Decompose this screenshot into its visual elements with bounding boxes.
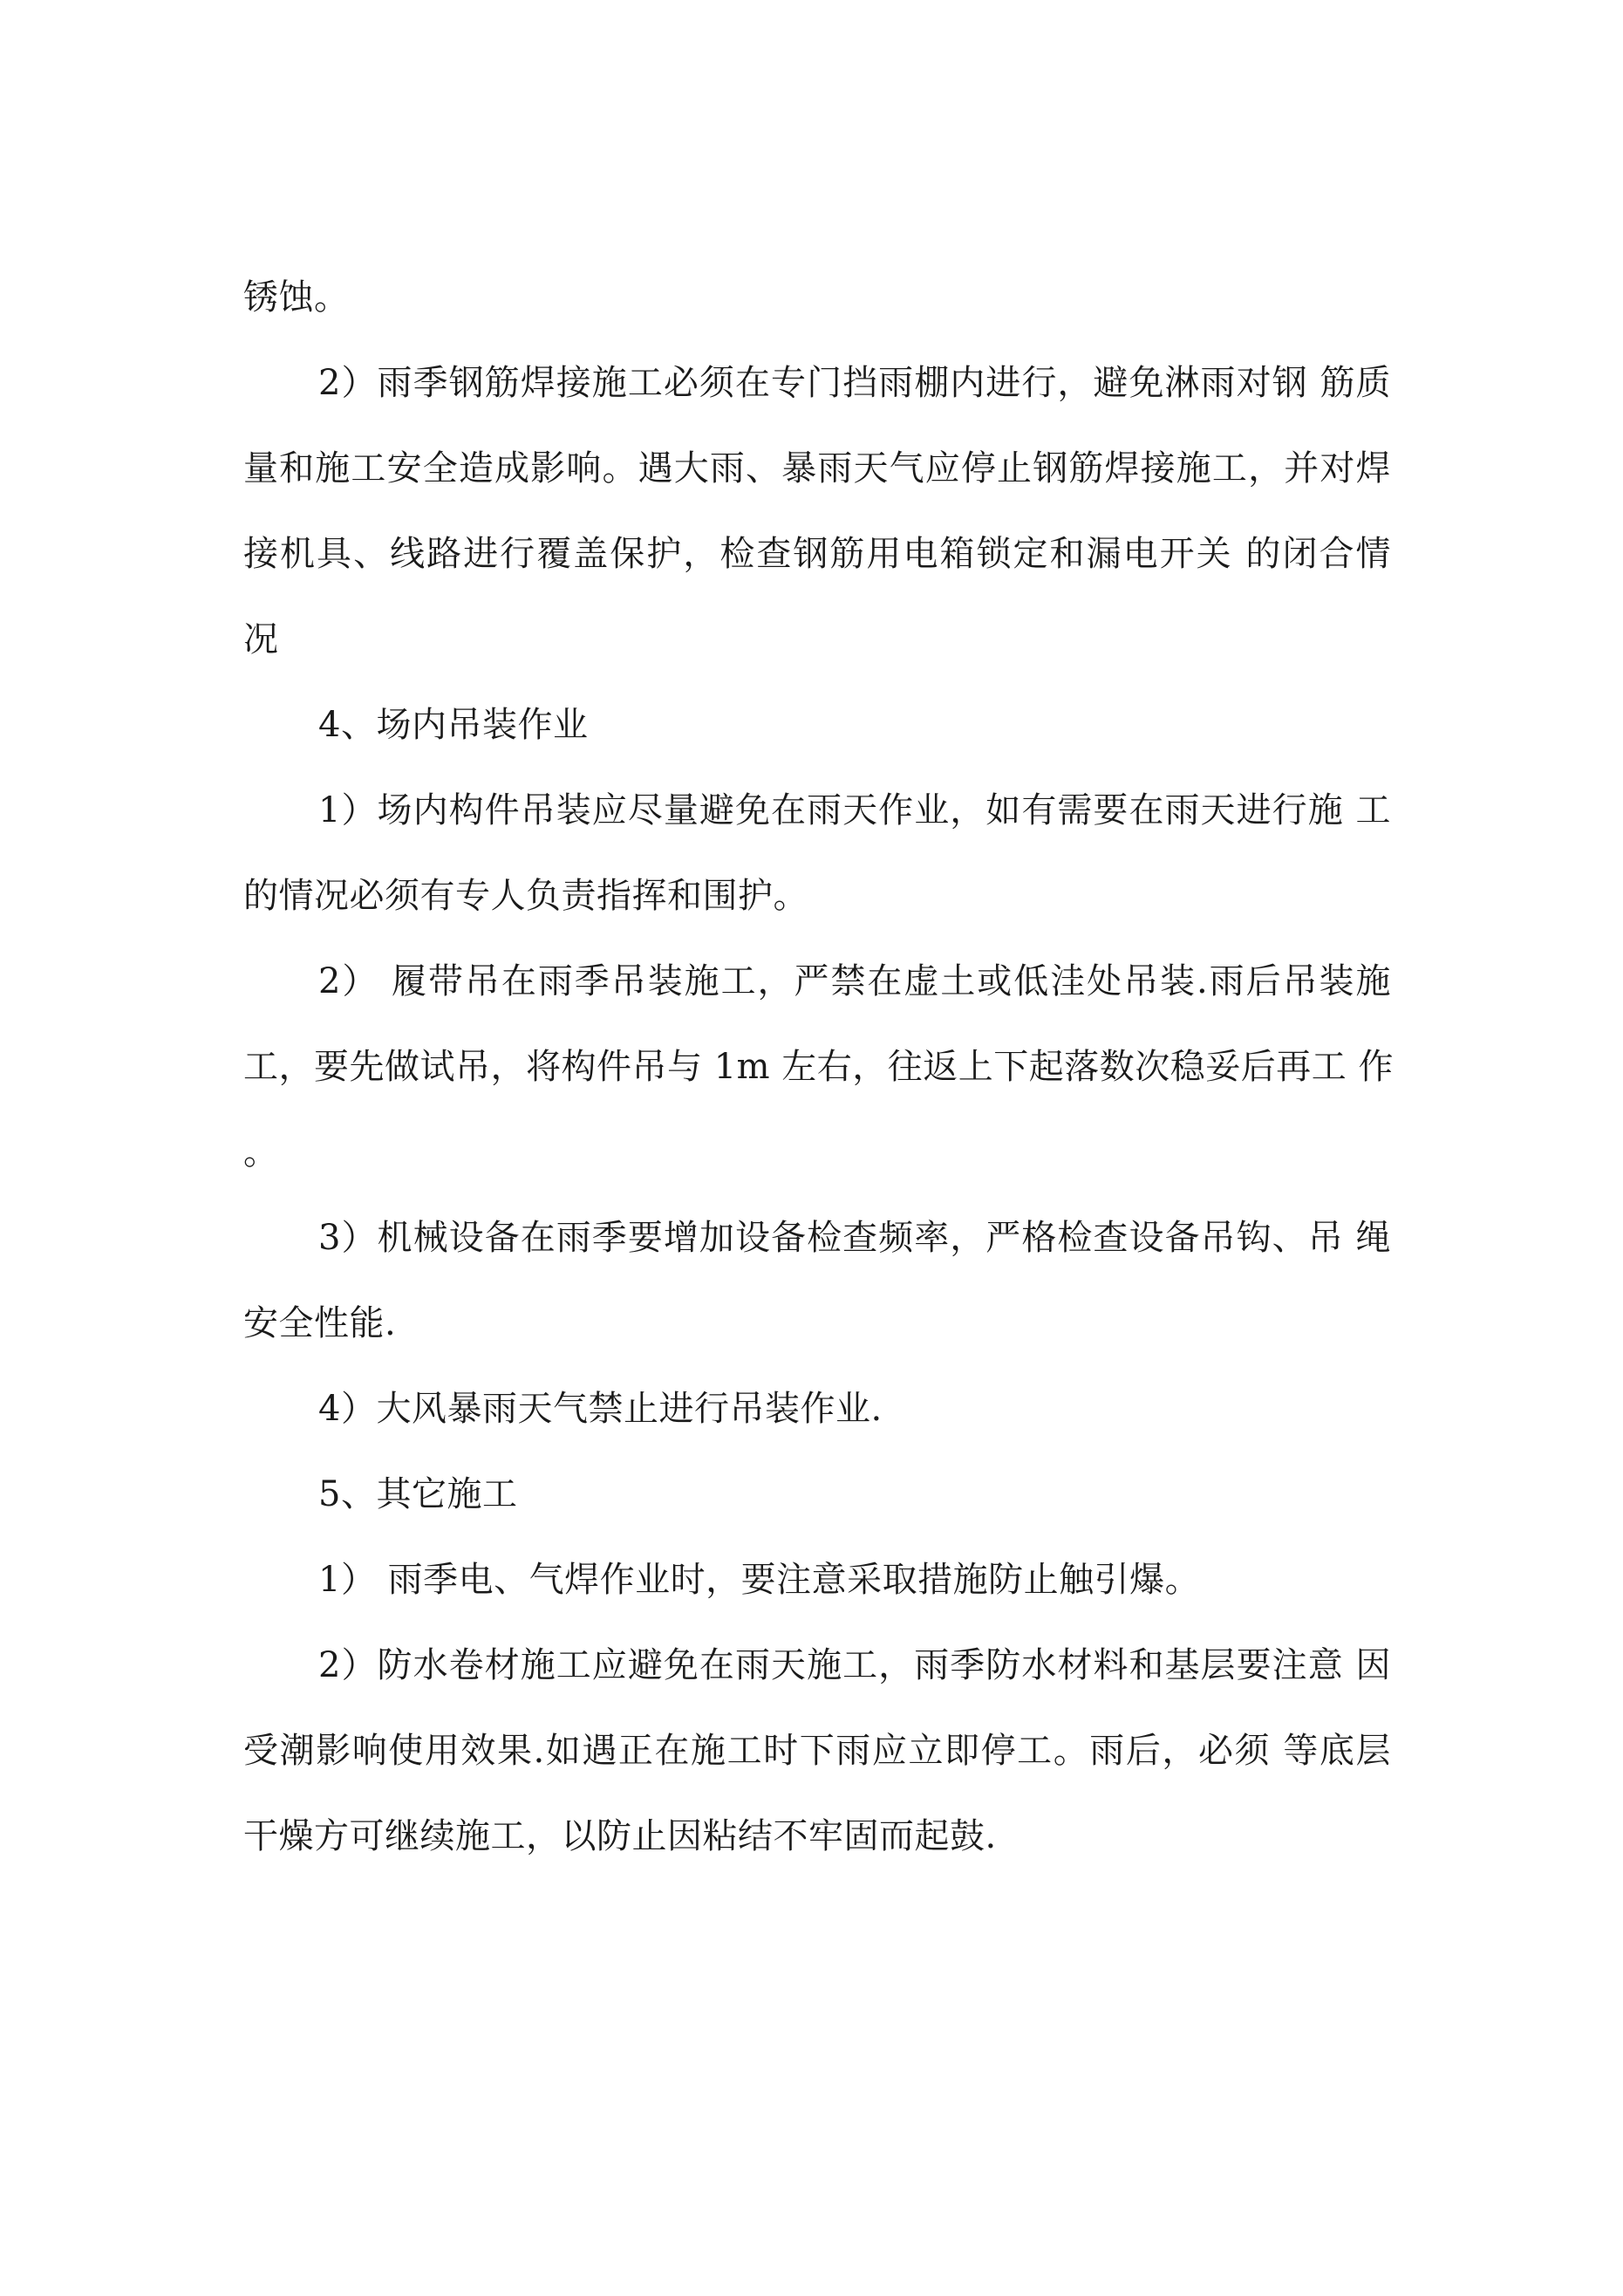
text-line: 接机具、线路进行覆盖保护，检查钢筋用电箱锁定和漏电开关 的闭合情	[243, 534, 1391, 574]
text-line: 2） 履带吊在雨季吊装施工，严禁在虚土或低洼处吊装.雨后吊装施	[318, 961, 1391, 1001]
text-line: 量和施工安全造成影响。遇大雨、暴雨天气应停止钢筋焊接施工，并对焊	[243, 448, 1391, 489]
text-line: 1） 雨季电、气焊作业时，要注意采取措施防止触引爆。	[318, 1560, 1201, 1600]
text-line: 2）雨季钢筋焊接施工必须在专门挡雨棚内进行，避免淋雨对钢 筋质	[318, 363, 1391, 403]
text-line: 4、场内吊装作业	[318, 705, 589, 745]
text-line: 的情况必须有专人负责指挥和围护。	[243, 876, 808, 916]
text-line: 锈蚀。	[243, 277, 350, 318]
text-line: 。	[243, 1132, 279, 1172]
text-line: 工，要先做试吊，将构件吊与 1m 左右，往返上下起落数次稳妥后再工 作	[243, 1047, 1395, 1087]
text-line: 5、其它施工	[318, 1474, 518, 1514]
text-line: 2）防水卷材施工应避免在雨天施工，雨季防水材料和基层要注意 因	[318, 1645, 1391, 1685]
text-line: 干燥方可继续施工，以防止因粘结不牢固而起鼓.	[243, 1816, 997, 1856]
text-line: 3）机械设备在雨季要增加设备检查频率，严格检查设备吊钩、吊 绳	[318, 1218, 1391, 1258]
text-line: 1）场内构件吊装应尽量避免在雨天作业，如有需要在雨天进行施 工	[318, 790, 1391, 830]
text-line: 安全性能.	[243, 1303, 397, 1343]
document-body	[243, 255, 1395, 1879]
text-line: 况	[243, 619, 279, 659]
text-line: 受潮影响使用效果.如遇正在施工时下雨应立即停工。雨后，必须 等底层	[243, 1731, 1391, 1771]
text-line: 4）大风暴雨天气禁止进行吊装作业.	[318, 1389, 883, 1429]
